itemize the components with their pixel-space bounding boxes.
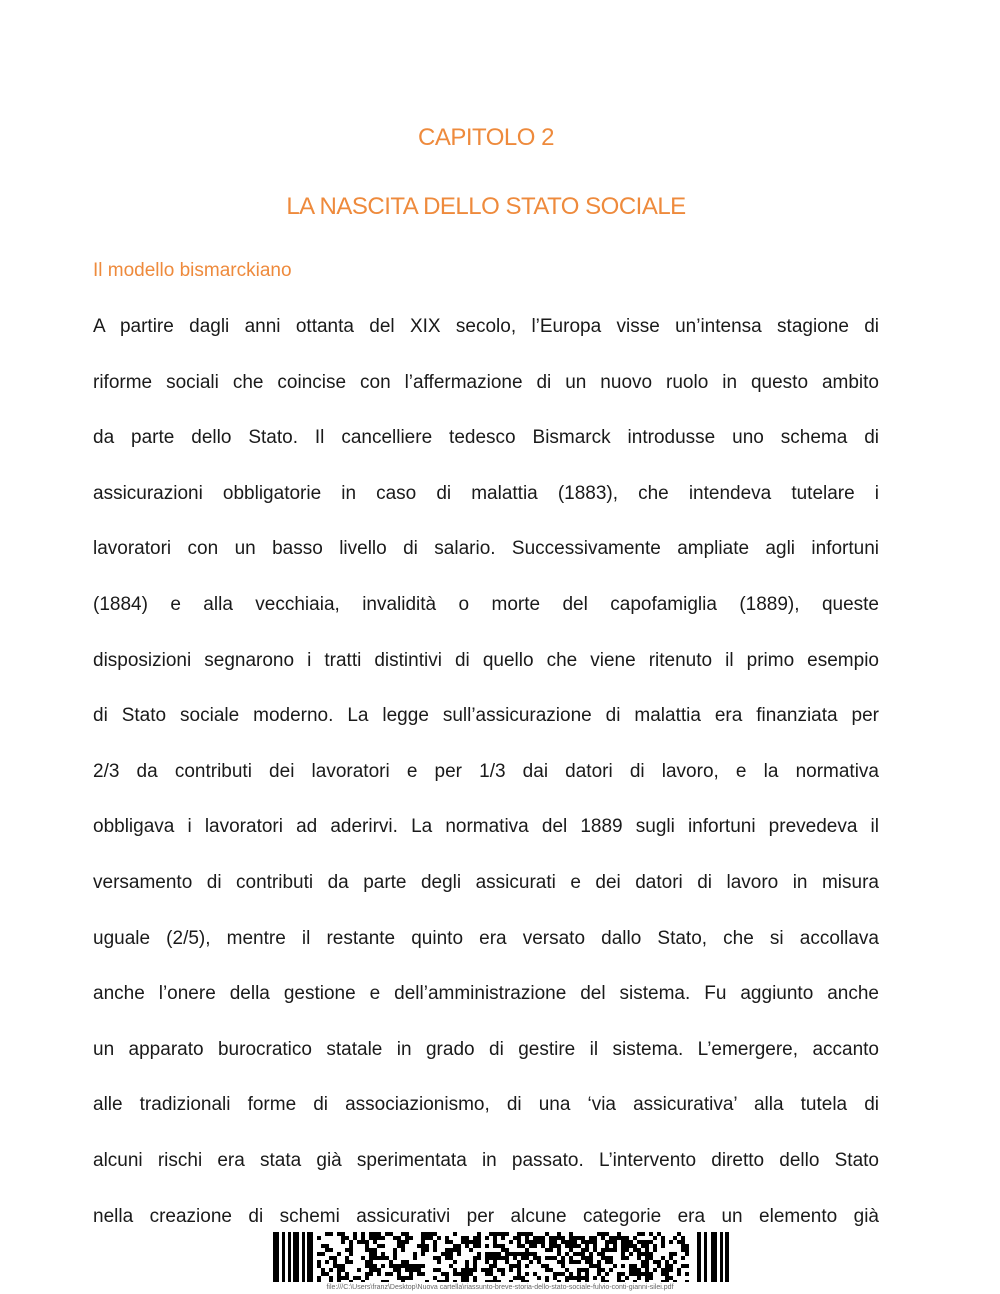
body-line: A partire dagli anni ottanta del XIX secolo, l’Europa visse un’intensa stagione di [93,316,879,337]
body-line: 2/3 da contributi dei lavoratori e per 1/3 dai datori di lavoro, e la normativa [93,760,879,782]
body-line: alle tradizionali forme di associazionismo, di una ‘via assicurativa’ alla tutela di [93,1094,879,1116]
body-line: riforme sociali che coincise con l’affermazione di un nuovo ruolo in questo ambito [93,371,879,393]
body-line: (1884) e alla vecchiaia, invalidità o morte del capofamiglia (1889), queste [93,593,879,615]
chapter-number: CAPITOLO 2 [418,124,554,151]
body-line: lavoratori con un basso livello di salario. Successivamente ampliate agli infortuni [93,538,879,560]
body-line: uguale (2/5), mentre il restante quinto era versato dallo Stato, che si accollava [93,927,879,949]
body-paragraph [93,314,879,1259]
body-line: anche l’onere della gestione e dell’amministrazione del sistema. Fu aggiunto anche [93,983,879,1005]
body-line: obbligava i lavoratori ad aderirvi. La normativa del 1889 sugli infortuni prevedeva il [93,816,879,838]
body-line: un apparato burocratico statale in grado di gestire il sistema. L’emergere, accanto [93,1038,879,1060]
body-line: nella creazione di schemi assicurativi per alcune categorie era un elemento già [93,1205,879,1227]
chapter-title: LA NASCITA DELLO STATO SOCIALE [286,193,686,220]
section-heading: Il modello bismarckiano [93,260,292,281]
body-line: di Stato sociale moderno. La legge sull’assicurazione di malattia era finanziata per [93,705,879,727]
body-line: assicurazioni obbligatorie in caso di malattia (1883), che intendeva tutelare i [93,482,879,504]
body-line: versamento di contributi da parte degli assicurati e dei datori di lavoro in misura [93,871,879,893]
barcode-image [273,1232,729,1282]
body-line: disposizioni segnarono i tratti distintivi di quello che viene ritenuto il primo esempio [93,649,879,671]
footer-file-path: file:///C:\Users\franz\Desktop\Nuova cartella\riassunto-breve-storia-dello-stato-sociale-fulvio-conti-gianni-silei.pdf [326,1284,674,1291]
body-line: da parte dello Stato. Il cancelliere tedesco Bismarck introdusse uno schema di [93,427,879,449]
body-line: alcuni rischi era stata già sperimentata in passato. L’intervento diretto dello Stato [93,1149,879,1171]
